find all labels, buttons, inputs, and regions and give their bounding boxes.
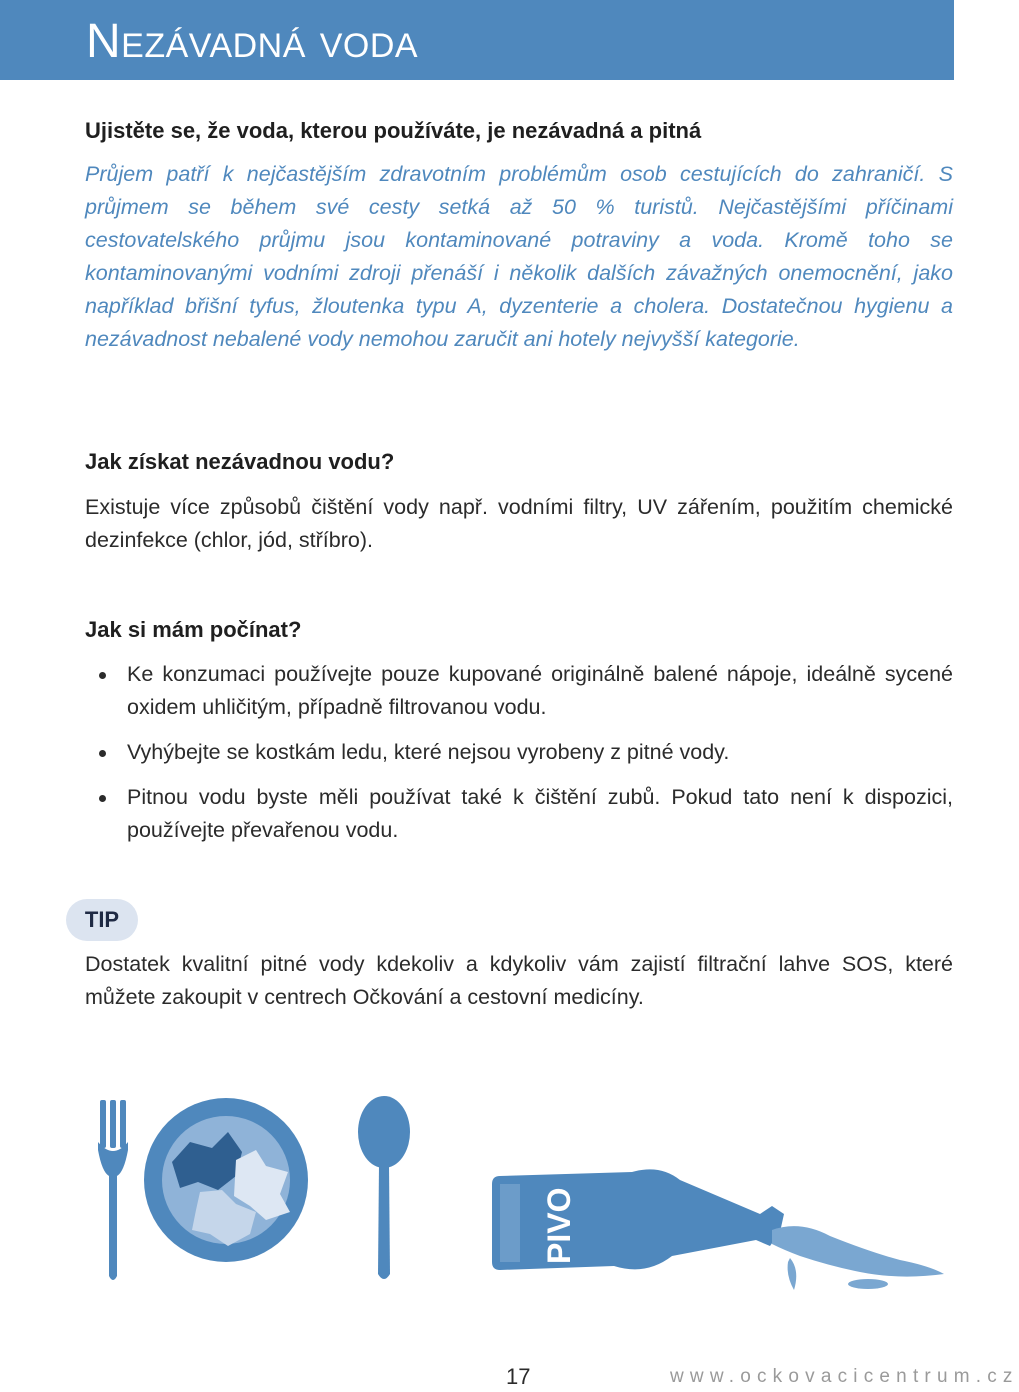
list-item-text: Pitnou vodu byste měli používat také k čištění zubů. Pokud tato není k dispozici, používejte převařenou vodu. xyxy=(127,785,953,842)
list-item xyxy=(85,781,953,847)
list-item-text: Ke konzumaci používejte pouze kupované originálně balené nápoje, ideálně sycené oxidem uhličitým, případně filtrovanou vodu. xyxy=(127,662,953,719)
header-bar xyxy=(0,0,954,80)
page-title: Nezávadná voda xyxy=(86,15,419,68)
website-url: www.ockovacicentrum.cz xyxy=(670,1366,1019,1387)
spoon-icon xyxy=(358,1096,410,1279)
plate-icon xyxy=(144,1098,308,1262)
bullet-icon xyxy=(99,795,106,802)
bottle-label: PIVO xyxy=(541,1187,577,1264)
list-item xyxy=(85,658,953,724)
advice-list xyxy=(85,658,953,859)
page-number: 17 xyxy=(506,1364,531,1389)
bottle-icon xyxy=(492,1169,784,1270)
section-heading-how-to-proceed: Jak si mám počínat? xyxy=(85,617,302,642)
intro-paragraph: Průjem patří k nejčastějším zdravotním problémům osob cestujících do zahraničí. S průjmem se během své cesty setká až 50 % turistů. Nejčastějšími příčinami cestovatelského průjmu jsou kontaminované potraviny a voda. Kromě toho se kontaminovanými vodními zdroji přenáší i několik dalších závažných onemocnění, jako například břišní tyfus, žloutenka typu A, dyzenterie a cholera. Dostatečnou hygienu a nezávadnost nebalené vody nemohou zaručit ani hotely nejvyšší kategorie. xyxy=(85,162,953,351)
list-item-text: Vyhýbejte se kostkám ledu, které nejsou vyrobeny z pitné vody. xyxy=(127,740,730,764)
tip-text: Dostatek kvalitní pitné vody kdekoliv a kdykoliv vám zajistí filtrační lahve SOS, které můžete zakoupit v centrech Očkování a cestovní medicíny. xyxy=(85,952,953,1009)
section-heading-safe-water: Ujistěte se, že voda, kterou používáte, je nezávadná a pitná xyxy=(85,118,702,143)
tip-badge: TIP xyxy=(66,899,138,941)
spill-icon xyxy=(772,1226,944,1290)
bullet-icon xyxy=(99,750,106,757)
bullet-icon xyxy=(99,672,106,679)
fork-icon xyxy=(98,1100,128,1280)
illustration xyxy=(0,1080,960,1320)
list-item xyxy=(85,736,953,769)
section-heading-how-to-get-water: Jak získat nezávadnou vodu? xyxy=(85,449,395,474)
water-purification-paragraph: Existuje více způsobů čištění vody např. vodními filtry, UV zářením, použitím chemické dezinfekce (chlor, jód, stříbro). xyxy=(85,495,953,552)
